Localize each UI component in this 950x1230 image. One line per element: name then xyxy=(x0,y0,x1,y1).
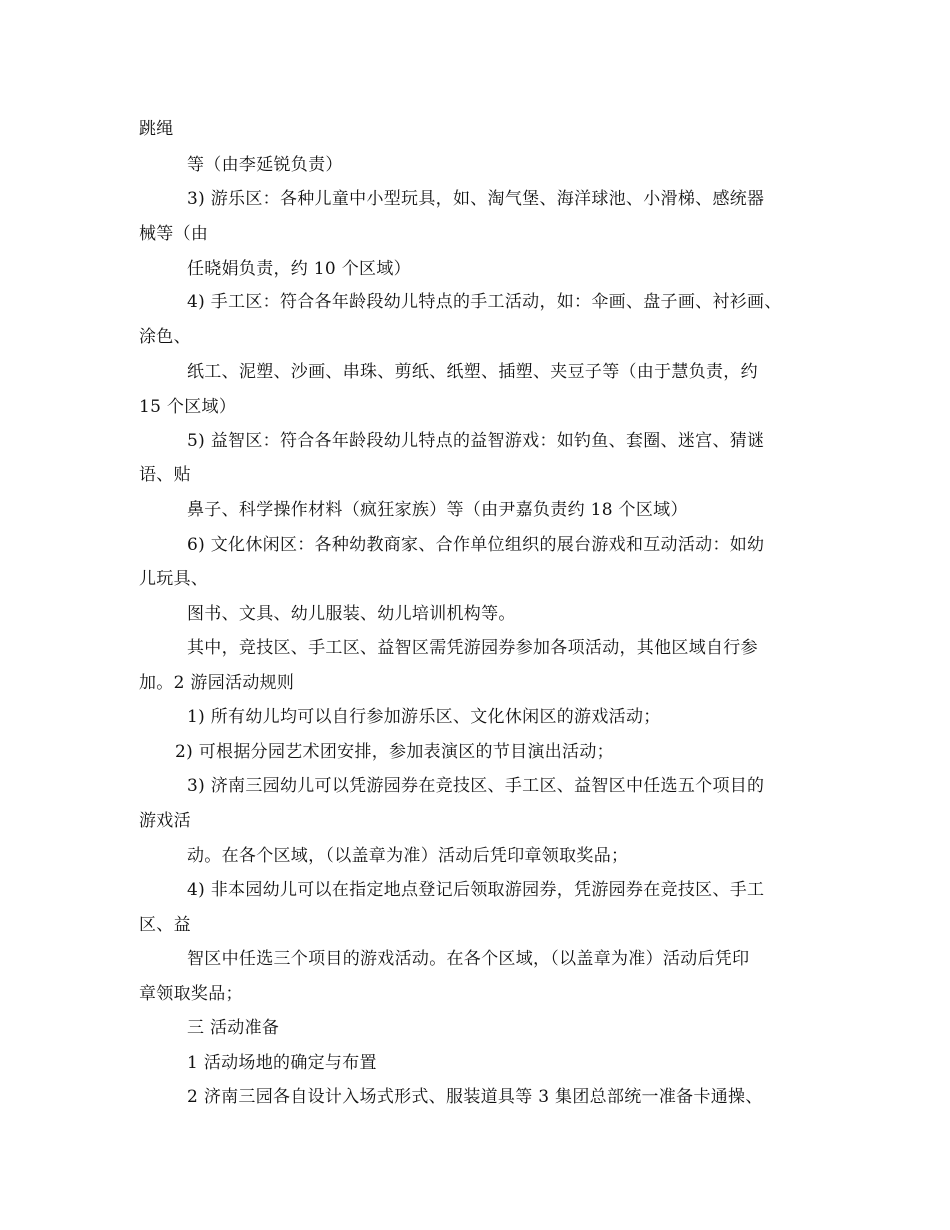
text-line: 图书、文具、幼儿服装、幼儿培训机构等。 xyxy=(187,604,516,624)
text-line: 智区中任选三个项目的游戏活动。在各个区域，（以盖章为准）活动后凭印 xyxy=(187,949,750,969)
text-line: 等（由李延锐负责） xyxy=(187,155,343,175)
text-line: 1) 所有幼儿均可以自行参加游乐区、文化休闲区的游戏活动； xyxy=(187,707,661,727)
text-line: 5) 益智区：符合各年龄段幼儿特点的益智游戏：如钓鱼、套圈、迷宫、猜谜 xyxy=(187,431,765,451)
text-line: 4) 非本园幼儿可以在指定地点登记后领取游园券，凭游园券在竞技区、手工 xyxy=(187,880,765,900)
text-line: 15 个区域） xyxy=(139,397,237,417)
text-line: 三 活动准备 xyxy=(187,1018,280,1038)
text-line: 加。2 游园活动规则 xyxy=(139,673,295,693)
text-line: 6) 文化休闲区：各种幼教商家、合作单位组织的展台游戏和互动活动：如幼 xyxy=(187,535,765,555)
text-line: 游戏活 xyxy=(139,811,191,831)
text-line: 动。在各个区域，（以盖章为准）活动后凭印章领取奖品； xyxy=(187,846,629,866)
text-line: 3) 游乐区：各种儿童中小型玩具，如、淘气堡、海洋球池、小滑梯、感统器 xyxy=(187,189,765,209)
text-line: 区、益 xyxy=(139,915,191,935)
text-line: 3) 济南三园幼儿可以凭游园券在竞技区、手工区、益智区中任选五个项目的 xyxy=(187,776,765,796)
text-line: 涂色、 xyxy=(139,327,191,347)
text-line: 跳绳 xyxy=(139,119,174,139)
text-line: 其中，竞技区、手工区、益智区需凭游园券参加各项活动，其他区域自行参 xyxy=(187,638,758,658)
text-line: 章领取奖品； xyxy=(139,984,243,1004)
text-line: 语、贴 xyxy=(139,465,191,485)
text-line: 2) 可根据分园艺术团安排，参加表演区的节目演出活动； xyxy=(175,742,614,762)
text-line: 械等（由 xyxy=(139,224,209,244)
text-line: 任晓娟负责，约 10 个区域） xyxy=(187,259,411,279)
text-line: 儿玩具、 xyxy=(139,569,209,589)
text-line: 纸工、泥塑、沙画、串珠、剪纸、纸塑、插塑、夹豆子等（由于慧负责，约 xyxy=(187,362,758,382)
text-line: 2 济南三园各自设计入场式形式、服装道具等 3 集团总部统一准备卡通操、 xyxy=(187,1087,763,1107)
text-line: 鼻子、科学操作材料（疯狂家族）等（由尹嘉负责约 18 个区域） xyxy=(187,500,688,520)
text-line: 4) 手工区：符合各年龄段幼儿特点的手工活动，如：伞画、盘子画、衬衫画、 xyxy=(187,292,782,312)
text-line: 1 活动场地的确定与布置 xyxy=(187,1053,377,1073)
